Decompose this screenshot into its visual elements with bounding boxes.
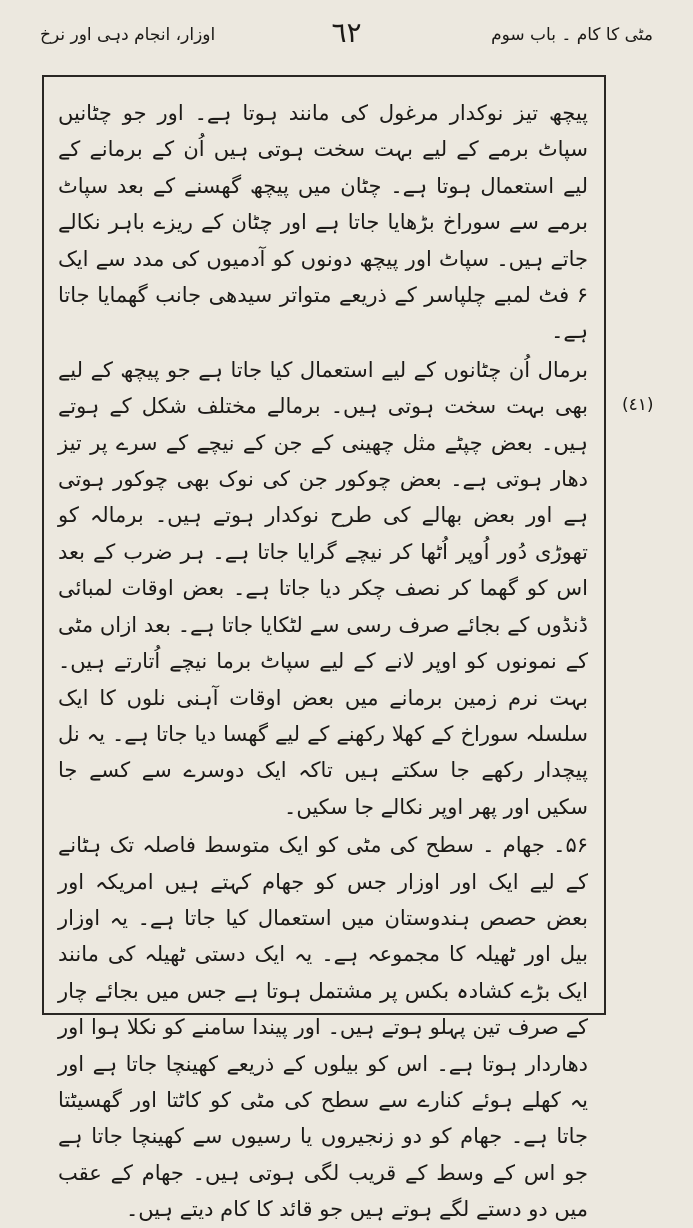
running-head-chapter: مٹی کا کام ۔ باب سوم: [491, 25, 653, 45]
text-frame: [42, 75, 606, 1222]
page-header: [40, 14, 653, 64]
figure-reference-note: (٤١): [622, 395, 654, 415]
paragraph-2: برمال اُن چٹانوں کے لیے استعمال کیا جاتا ہے جو پیچھ کے لیے بھی بہت سخت ہوتی ہیں۔ برمالے مختلف شکل کے ہوتے ہیں۔ بعض چپٹے مثل چھینی کے جن کے نیچے کے سرے پر تیز دھار ہوتی ہے۔ بعض چوکور جن کی نوک بھی چوکور ہوتی ہے اور بعض بھالے کی طرح نوکدار ہوتے ہیں۔ برمالہ کو تھوڑی دُور اُوپر اُٹھا کر نیچے گرایا جاتا ہے۔ ہر ضرب کے بعد اس کو گھما کر نصف چکر دیا جاتا ہے۔ بعض اوقات لمبائی ڈنڈوں کے بجائے صرف رسی سے لٹکایا جاتا ہے۔ بعد ازاں مٹی کے نمونوں کو اوپر لانے کے لیے سپاٹ برما نیچے اُتارتے ہیں۔ بہت نرم زمین برمانے میں بعض اوقات آہنی نلوں کا ایک سلسلہ سوراخ کے کھلا رکھنے کے لیے گھسا دیا جاتا ہے۔ یہ نل پیچدار رکھے جا سکتے ہیں تاکہ ایک دوسرے سے کسے جا سکیں اور پھر اوپر نکالے جا سکیں۔: [58, 357, 588, 819]
paragraph-3: ۵۶۔ جھام ۔ سطح کی مٹی کو ایک متوسط فاصلہ تک ہٹانے کے لیے ایک اور اوزار جس کو جھام کہتے ہیں امریکہ اور بعض حصص ہندوستان میں استعمال کیا جاتا ہے۔ یہ اوزار بیل اور ٹھیلہ کا مجموعہ ہے۔ یہ ایک دستی ٹھیلہ کی مانند ایک بڑے کشادہ بکس پر مشتمل ہوتا ہے جس میں بجائے چار کے صرف تین پہلو ہوتے ہیں۔ اور پیندا سامنے کو نکلا ہوا اور دھاردار ہوتا ہے۔ اس کو بیلوں کے ذریعے کھینچا جاتا ہے اور یہ کھلے ہوئے کنارے سے سطح کی مٹی کو کاٹتا اور گھسیٹتا جاتا ہے۔ جھام کو دو زنجیروں یا رسیوں سے کھینچا جاتا ہے جو اس کے وسط کے قریب لگی ہوتی ہیں۔ جھام کے عقب میں دو دستے لگے ہوتے ہیں جو قائد کا کام دیتے ہیں۔: [58, 833, 588, 1222]
page-number: ٦٢: [331, 16, 362, 49]
running-head-section: اوزار، انجام دہی اور نرخ: [40, 25, 216, 45]
paragraph-1: پیچھ تیز نوکدار مرغول کی مانند ہوتا ہے۔ اور جو چٹانیں سپاٹ برمے کے لیے بہت سخت ہوتی ہیں اُن کے برمانے کے لیے استعمال ہوتا ہے۔ چٹان میں پیچھ گھسنے کے بعد سپاٹ برمے سے سوراخ بڑھایا جاتا ہے اور چٹان کے ریزے باہر نکالے جاتے ہیں۔ سپاٹ اور پیچھ دونوں کو آدمیوں کی مدد سے ایک ۶ فٹ لمبے چلپاسر کے ذریعے متواتر سیدھی جانب گھمایا جاتا ہے۔: [58, 101, 588, 344]
